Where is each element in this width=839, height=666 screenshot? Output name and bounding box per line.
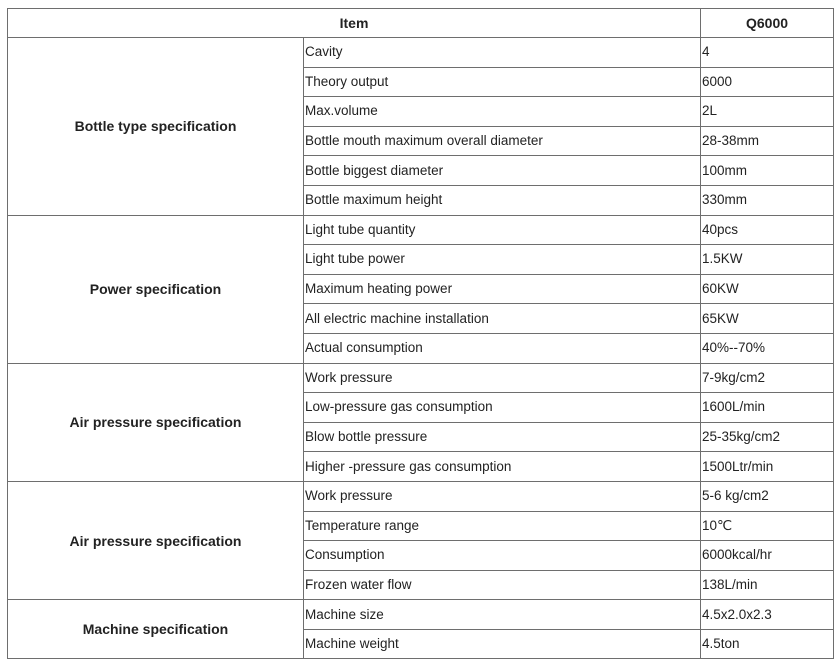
value-cell: 28-38mm bbox=[701, 126, 834, 156]
param-cell: Bottle maximum height bbox=[304, 185, 701, 215]
param-cell: Maximum heating power bbox=[304, 274, 701, 304]
group-title-power: Power specification bbox=[8, 215, 304, 363]
param-cell: Higher -pressure gas consumption bbox=[304, 452, 701, 482]
value-cell: 40pcs bbox=[701, 215, 834, 245]
param-cell: All electric machine installation bbox=[304, 304, 701, 334]
param-cell: Cavity bbox=[304, 38, 701, 68]
param-cell: Work pressure bbox=[304, 481, 701, 511]
table-row bbox=[8, 600, 834, 630]
header-model: Q6000 bbox=[701, 9, 834, 38]
param-cell: Max.volume bbox=[304, 97, 701, 127]
value-cell: 4.5x2.0x2.3 bbox=[701, 600, 834, 630]
param-cell: Temperature range bbox=[304, 511, 701, 541]
value-cell: 60KW bbox=[701, 274, 834, 304]
value-cell: 6000kcal/hr bbox=[701, 541, 834, 571]
header-item: Item bbox=[8, 9, 701, 38]
value-cell: 7-9kg/cm2 bbox=[701, 363, 834, 393]
param-cell: Consumption bbox=[304, 541, 701, 571]
param-cell: Low-pressure gas consumption bbox=[304, 393, 701, 423]
group-title-air-pressure: Air pressure specification bbox=[8, 363, 304, 481]
table-row bbox=[8, 363, 834, 393]
table-row bbox=[8, 38, 834, 68]
param-cell: Light tube quantity bbox=[304, 215, 701, 245]
value-cell: 40%--70% bbox=[701, 333, 834, 363]
value-cell: 100mm bbox=[701, 156, 834, 186]
param-cell: Machine weight bbox=[304, 629, 701, 659]
table-row bbox=[8, 481, 834, 511]
table-row bbox=[8, 215, 834, 245]
value-cell: 2L bbox=[701, 97, 834, 127]
group-title-bottle-type: Bottle type specification bbox=[8, 38, 304, 216]
value-cell: 1500Ltr/min bbox=[701, 452, 834, 482]
param-cell: Light tube power bbox=[304, 245, 701, 275]
value-cell: 330mm bbox=[701, 185, 834, 215]
param-cell: Frozen water flow bbox=[304, 570, 701, 600]
param-cell: Actual consumption bbox=[304, 333, 701, 363]
value-cell: 65KW bbox=[701, 304, 834, 334]
value-cell: 25-35kg/cm2 bbox=[701, 422, 834, 452]
value-cell: 5-6 kg/cm2 bbox=[701, 481, 834, 511]
param-cell: Work pressure bbox=[304, 363, 701, 393]
param-cell: Bottle mouth maximum overall diameter bbox=[304, 126, 701, 156]
value-cell: 4 bbox=[701, 38, 834, 68]
param-cell: Blow bottle pressure bbox=[304, 422, 701, 452]
value-cell: 10℃ bbox=[701, 511, 834, 541]
spec-table bbox=[7, 8, 834, 659]
param-cell: Theory output bbox=[304, 67, 701, 97]
value-cell: 138L/min bbox=[701, 570, 834, 600]
header-row bbox=[8, 9, 834, 38]
param-cell: Bottle biggest diameter bbox=[304, 156, 701, 186]
group-title-machine: Machine specification bbox=[8, 600, 304, 659]
value-cell: 1600L/min bbox=[701, 393, 834, 423]
param-cell: Machine size bbox=[304, 600, 701, 630]
group-title-air-pressure-2: Air pressure specification bbox=[8, 481, 304, 599]
value-cell: 4.5ton bbox=[701, 629, 834, 659]
value-cell: 1.5KW bbox=[701, 245, 834, 275]
value-cell: 6000 bbox=[701, 67, 834, 97]
